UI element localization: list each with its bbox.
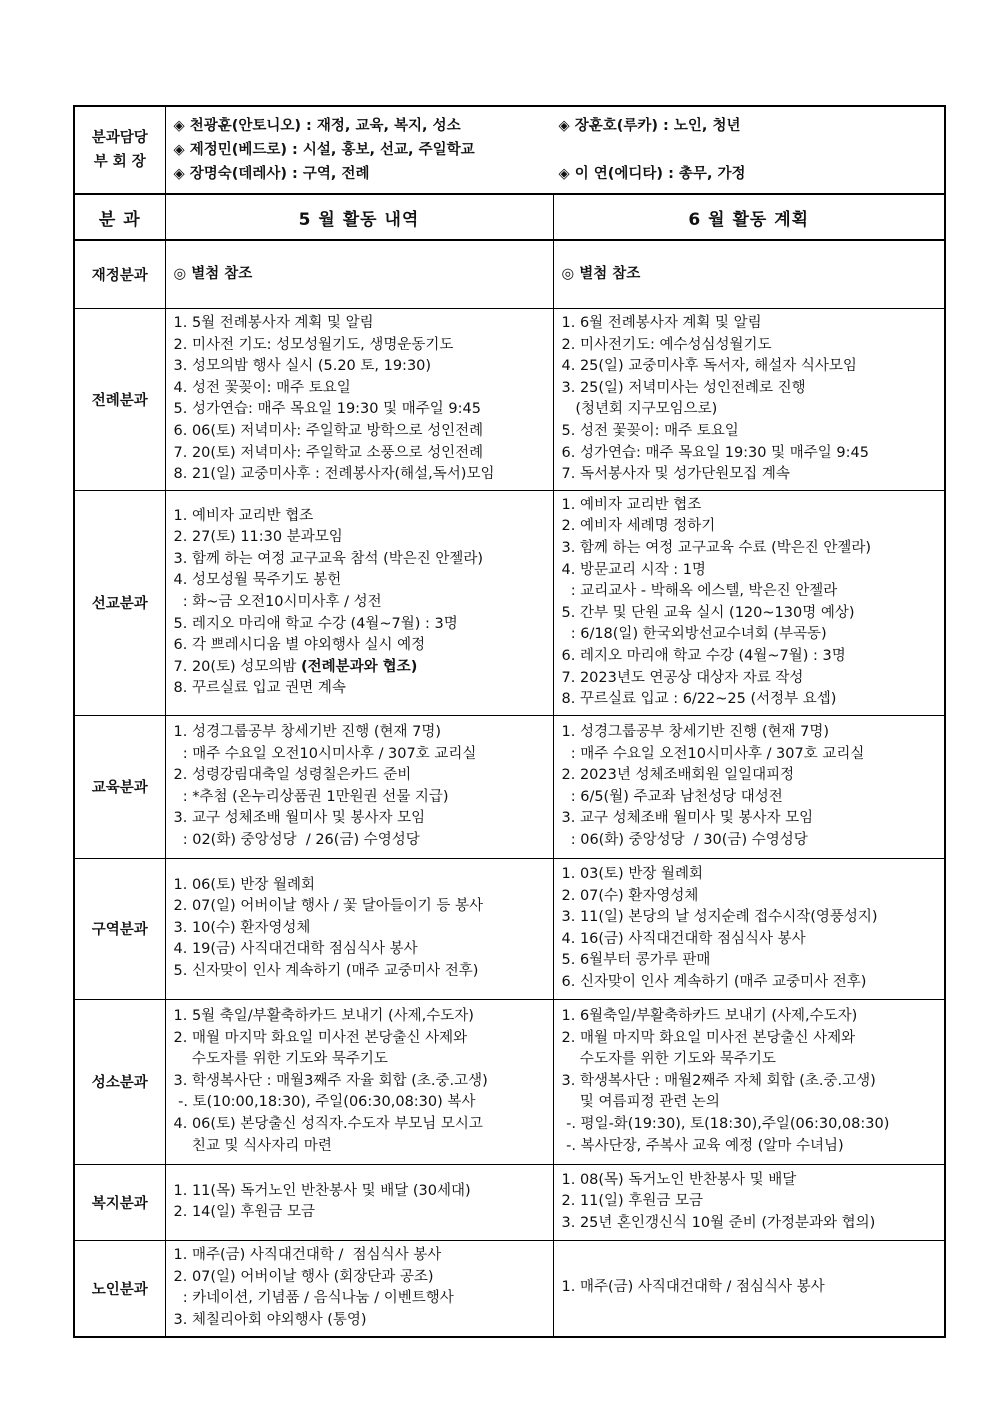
activity-line: 1. 예비자 교리반 협조 <box>561 496 702 513</box>
june-activities <box>553 858 945 999</box>
activity-line: 5. 성가연습: 매주 목요일 19:30 및 매주일 9:45 <box>173 401 481 418</box>
activity-line: 1. 6월축일/부활축하카드 보내기 (사제,수도자) <box>561 1008 858 1025</box>
may-header: 5 월 활동 내역 <box>165 194 553 240</box>
activity-line: -. 평일-화(19:30), 토(18:30),주일(06:30,08:30) <box>561 1116 890 1133</box>
may-activities <box>165 1240 553 1337</box>
dept-name: 교육분과 <box>74 715 165 858</box>
activity-line: 2. 성령강림대축일 성령칠은카드 준비 <box>173 767 412 784</box>
dept-name: 구역분과 <box>74 858 165 999</box>
june-activities <box>553 490 945 715</box>
may-activities <box>165 240 553 309</box>
june-activities <box>553 309 945 491</box>
column-header-row <box>74 194 945 240</box>
activity-line: 1. 11(목) 독거노인 반찬봉사 및 배달 (30세대) <box>173 1182 471 1199</box>
vp-entry: ◈ 장명숙(데레사) : 구역, 전례 <box>173 165 370 182</box>
dept-row <box>74 715 945 858</box>
activity-line: 친교 및 식사자리 마련 <box>173 1137 332 1154</box>
activity-line: 4. 19(금) 사직대건대학 점심식사 봉사 <box>173 941 418 958</box>
activity-line: 3. 체칠리아회 야외행사 (통영) <box>173 1311 367 1328</box>
june-activities <box>553 240 945 309</box>
activity-line: 1. 예비자 교리반 협조 <box>173 507 314 524</box>
may-activities <box>165 715 553 858</box>
activity-line: 수도자를 위한 기도와 묵주기도 <box>173 1051 388 1068</box>
activity-line: 3. 10(수) 환자영성체 <box>173 919 311 936</box>
activity-line: 3. 25(일) 저녁미사는 성인전례로 진행 <box>561 379 806 396</box>
emphasis-text: (전례분과와 협조) <box>300 658 418 675</box>
activity-line: 3. 성모의밤 행사 실시 (5.20 토, 19:30) <box>173 358 432 375</box>
may-activities <box>165 1164 553 1240</box>
dept-name: 전례분과 <box>74 309 165 491</box>
activity-line: 7. 독서봉사자 및 성가단원모집 계속 <box>561 466 790 483</box>
june-activities <box>553 1164 945 1240</box>
vp-entry <box>559 140 937 161</box>
dept-name: 재정분과 <box>74 240 165 309</box>
dept-header: 분 과 <box>74 194 165 240</box>
dept-row <box>74 1164 945 1240</box>
vice-president-row <box>74 106 945 194</box>
june-header: 6 월 활동 계획 <box>553 194 945 240</box>
activity-line: 6. 레지오 마리애 학교 수강 (4월~7월) : 3명 <box>561 647 846 664</box>
activity-line: 2. 07(수) 환자영성체 <box>561 887 699 904</box>
activity-line: 1. 매주(금) 사직대건대학 / 점심식사 봉사 <box>561 1279 825 1296</box>
activity-line: 2. 14(일) 후원금 모금 <box>173 1204 315 1221</box>
june-activities <box>553 999 945 1164</box>
activity-line: ◎ 별첨 참조 <box>173 265 253 282</box>
activity-line: : 06(화) 중앙성당 / 30(금) 수영성당 <box>561 831 808 848</box>
activity-line: 3. 학생복사단 : 매월2째주 자체 회합 (초.중.고생) <box>561 1072 876 1089</box>
activity-line: 5. 6월부터 콩가루 판매 <box>561 952 711 969</box>
activity-line: 6. 신자맞이 인사 계속하기 (매주 교중미사 전후) <box>561 973 867 990</box>
activity-line: 4. 방문교리 시작 : 1명 <box>561 561 706 578</box>
dept-name: 선교분과 <box>74 490 165 715</box>
department-rows <box>74 240 945 1337</box>
dept-row <box>74 999 945 1164</box>
activity-line: 1. 5월 전례봉사자 계획 및 알림 <box>173 315 374 331</box>
activity-line: 8. 21(일) 교중미사후 : 전례봉사자(해설,독서)모임 <box>173 466 495 483</box>
activity-line: 및 여름피정 관련 논의 <box>561 1094 720 1111</box>
activity-line: 7. 20(토) 성모의밤 (전례분과와 협조) <box>173 658 418 675</box>
activity-line: 1. 03(토) 반장 월례회 <box>561 865 703 882</box>
activity-line: 3. 교구 성체조배 월미사 및 봉사자 모임 <box>173 810 426 827</box>
activity-line: : 카네이션, 기념품 / 음식나눔 / 이벤트행사 <box>173 1290 454 1307</box>
activity-line: 7. 2023년도 연공상 대상자 자료 작성 <box>561 669 804 686</box>
activity-line: 3. 11(일) 본당의 날 성지순례 접수시작(영풍성지) <box>561 909 878 926</box>
vice-president-assignments <box>165 106 945 194</box>
activity-line: : 매주 수요일 오전10시미사후 / 307호 교리실 <box>173 745 477 762</box>
activity-line: 1. 08(목) 독거노인 반찬봉사 및 배달 <box>561 1171 797 1188</box>
activity-line: : 6/18(일) 한국외방선교수녀회 (부곡동) <box>561 626 827 643</box>
dept-row <box>74 309 945 491</box>
activity-line: 1. 6월 전례봉사자 계획 및 알림 <box>561 315 762 331</box>
activity-line: 2. 07(일) 어버이날 행사 (회장단과 공조) <box>173 1268 434 1285</box>
may-activities <box>165 858 553 999</box>
activity-line: 6. 각 쁘레시디움 별 야외행사 실시 예정 <box>173 637 426 654</box>
activity-line: 3. 교구 성체조배 월미사 및 봉사자 모임 <box>561 810 814 827</box>
activity-line: 2. 11(일) 후원금 모금 <box>561 1193 703 1210</box>
activity-line: : 화~금 오전10시미사후 / 성전 <box>173 593 382 610</box>
activity-line: 3. 함께 하는 여정 교구교육 수료 (박은진 안젤라) <box>561 539 872 556</box>
activity-line: 5. 간부 및 단원 교육 실시 (120~130명 예상) <box>561 604 855 621</box>
june-activities <box>553 1240 945 1337</box>
activity-line: 2. 예비자 세례명 정하기 <box>561 518 716 535</box>
activity-line: -. 토(10:00,18:30), 주일(06:30,08:30) 복사 <box>173 1094 476 1111</box>
activity-line: 수도자를 위한 기도와 묵주기도 <box>561 1051 776 1068</box>
june-activities <box>553 715 945 858</box>
activity-line: 1. 성경그룹공부 창세기반 진행 (현재 7명) <box>173 723 442 740</box>
activity-report-sheet <box>73 105 944 1338</box>
activity-line: 2. 07(일) 어버이날 행사 / 꽃 달아들이기 등 봉사 <box>173 898 483 915</box>
activity-table <box>73 105 946 1338</box>
activity-line: 5. 성전 꽃꽂이: 매주 토요일 <box>561 422 739 439</box>
activity-line: 3. 25년 혼인갱신식 10월 준비 (가정분과와 협의) <box>561 1214 876 1231</box>
activity-line: ◎ 별첨 참조 <box>561 265 641 282</box>
activity-line: 4. 06(토) 본당출신 성직자.수도자 부모님 모시고 <box>173 1116 483 1133</box>
dept-row <box>74 490 945 715</box>
vp-entry: ◈ 장훈호(루카) : 노인, 청년 <box>558 117 741 134</box>
activity-line: 2. 매월 마지막 화요일 미사전 본당출신 사제와 <box>561 1029 856 1046</box>
vp-entry: ◈ 제정민(베드로) : 시설, 홍보, 선교, 주일학교 <box>173 141 475 158</box>
dept-row <box>74 240 945 309</box>
activity-line: : *추첨 (온누리상품권 1만원권 선물 지급) <box>173 788 449 805</box>
activity-line: 4. 16(금) 사직대건대학 점심식사 봉사 <box>561 930 806 947</box>
activity-line: 7. 20(토) 저녁미사: 주일학교 소풍으로 성인전례 <box>173 444 484 461</box>
activity-line: : 매주 수요일 오전10시미사후 / 307호 교리실 <box>561 745 865 762</box>
dept-row <box>74 858 945 999</box>
activity-line: 2. 2023년 성체조배회원 일일대피정 <box>561 767 795 784</box>
activity-line: : 6/5(월) 주교좌 남천성당 대성전 <box>561 788 783 805</box>
activity-line: 5. 레지오 마리애 학교 수강 (4월~7월) : 3명 <box>173 615 458 632</box>
vice-president-label: 분과담당 부 회 장 <box>74 106 165 194</box>
may-activities <box>165 999 553 1164</box>
dept-name: 복지분과 <box>74 1164 165 1240</box>
dept-name: 성소분과 <box>74 999 165 1164</box>
vp-entry: ◈ 천광훈(안토니오) : 재정, 교육, 복지, 성소 <box>173 117 461 134</box>
activity-line: : 교리교사 - 박해옥 에스텔, 박은진 안젤라 <box>561 583 838 600</box>
activity-line: (청년회 지구모임으로) <box>561 401 718 418</box>
activity-line: 2. 미사전기도: 예수성심성월기도 <box>561 336 772 353</box>
activity-line: : 02(화) 중앙성당 / 26(금) 수영성당 <box>173 831 420 848</box>
activity-line: 2. 미사전 기도: 성모성월기도, 생명운동기도 <box>173 336 454 353</box>
activity-line: 4. 성전 꽃꽂이: 매주 토요일 <box>173 379 351 396</box>
activity-line: 8. 꾸르실료 입교 : 6/22~25 (서정부 요셉) <box>561 691 837 708</box>
activity-line: 3. 학생복사단 : 매월3째주 자율 회합 (초.중.고생) <box>173 1072 488 1089</box>
activity-line: 5. 신자맞이 인사 계속하기 (매주 교중미사 전후) <box>173 963 479 980</box>
activity-line: 2. 매월 마지막 화요일 미사전 본당출신 사제와 <box>173 1029 468 1046</box>
activity-line: 1. 성경그룹공부 창세기반 진행 (현재 7명) <box>561 723 830 740</box>
dept-row <box>74 1240 945 1337</box>
may-activities <box>165 309 553 491</box>
activity-line: 2. 27(토) 11:30 분과모임 <box>173 529 343 546</box>
activity-line: 1. 매주(금) 사직대건대학 / 점심식사 봉사 <box>173 1247 442 1263</box>
activity-line: 1. 06(토) 반장 월례회 <box>173 876 315 893</box>
activity-line: -. 복사단장, 주복사 교육 예정 (알마 수녀님) <box>561 1137 844 1154</box>
activity-line: 4. 25(일) 교중미사후 독서자, 해설자 식사모임 <box>561 358 857 375</box>
activity-line: 4. 성모성월 묵주기도 봉헌 <box>173 572 342 589</box>
activity-line: 1. 5월 축일/부활축하카드 보내기 (사제,수도자) <box>173 1008 474 1025</box>
activity-line: 6. 성가연습: 매주 목요일 19:30 및 매주일 9:45 <box>561 444 869 461</box>
activity-line: 3. 함께 하는 여정 교구교육 참석 (박은진 안젤라) <box>173 550 484 567</box>
dept-name: 노인분과 <box>74 1240 165 1337</box>
activity-line: 8. 꾸르실료 입교 권면 계속 <box>173 680 346 697</box>
vp-entry: ◈ 이 연(에디타) : 총무, 가정 <box>558 165 746 182</box>
activity-line: 6. 06(토) 저녁미사: 주일학교 방학으로 성인전례 <box>173 422 484 439</box>
may-activities <box>165 490 553 715</box>
